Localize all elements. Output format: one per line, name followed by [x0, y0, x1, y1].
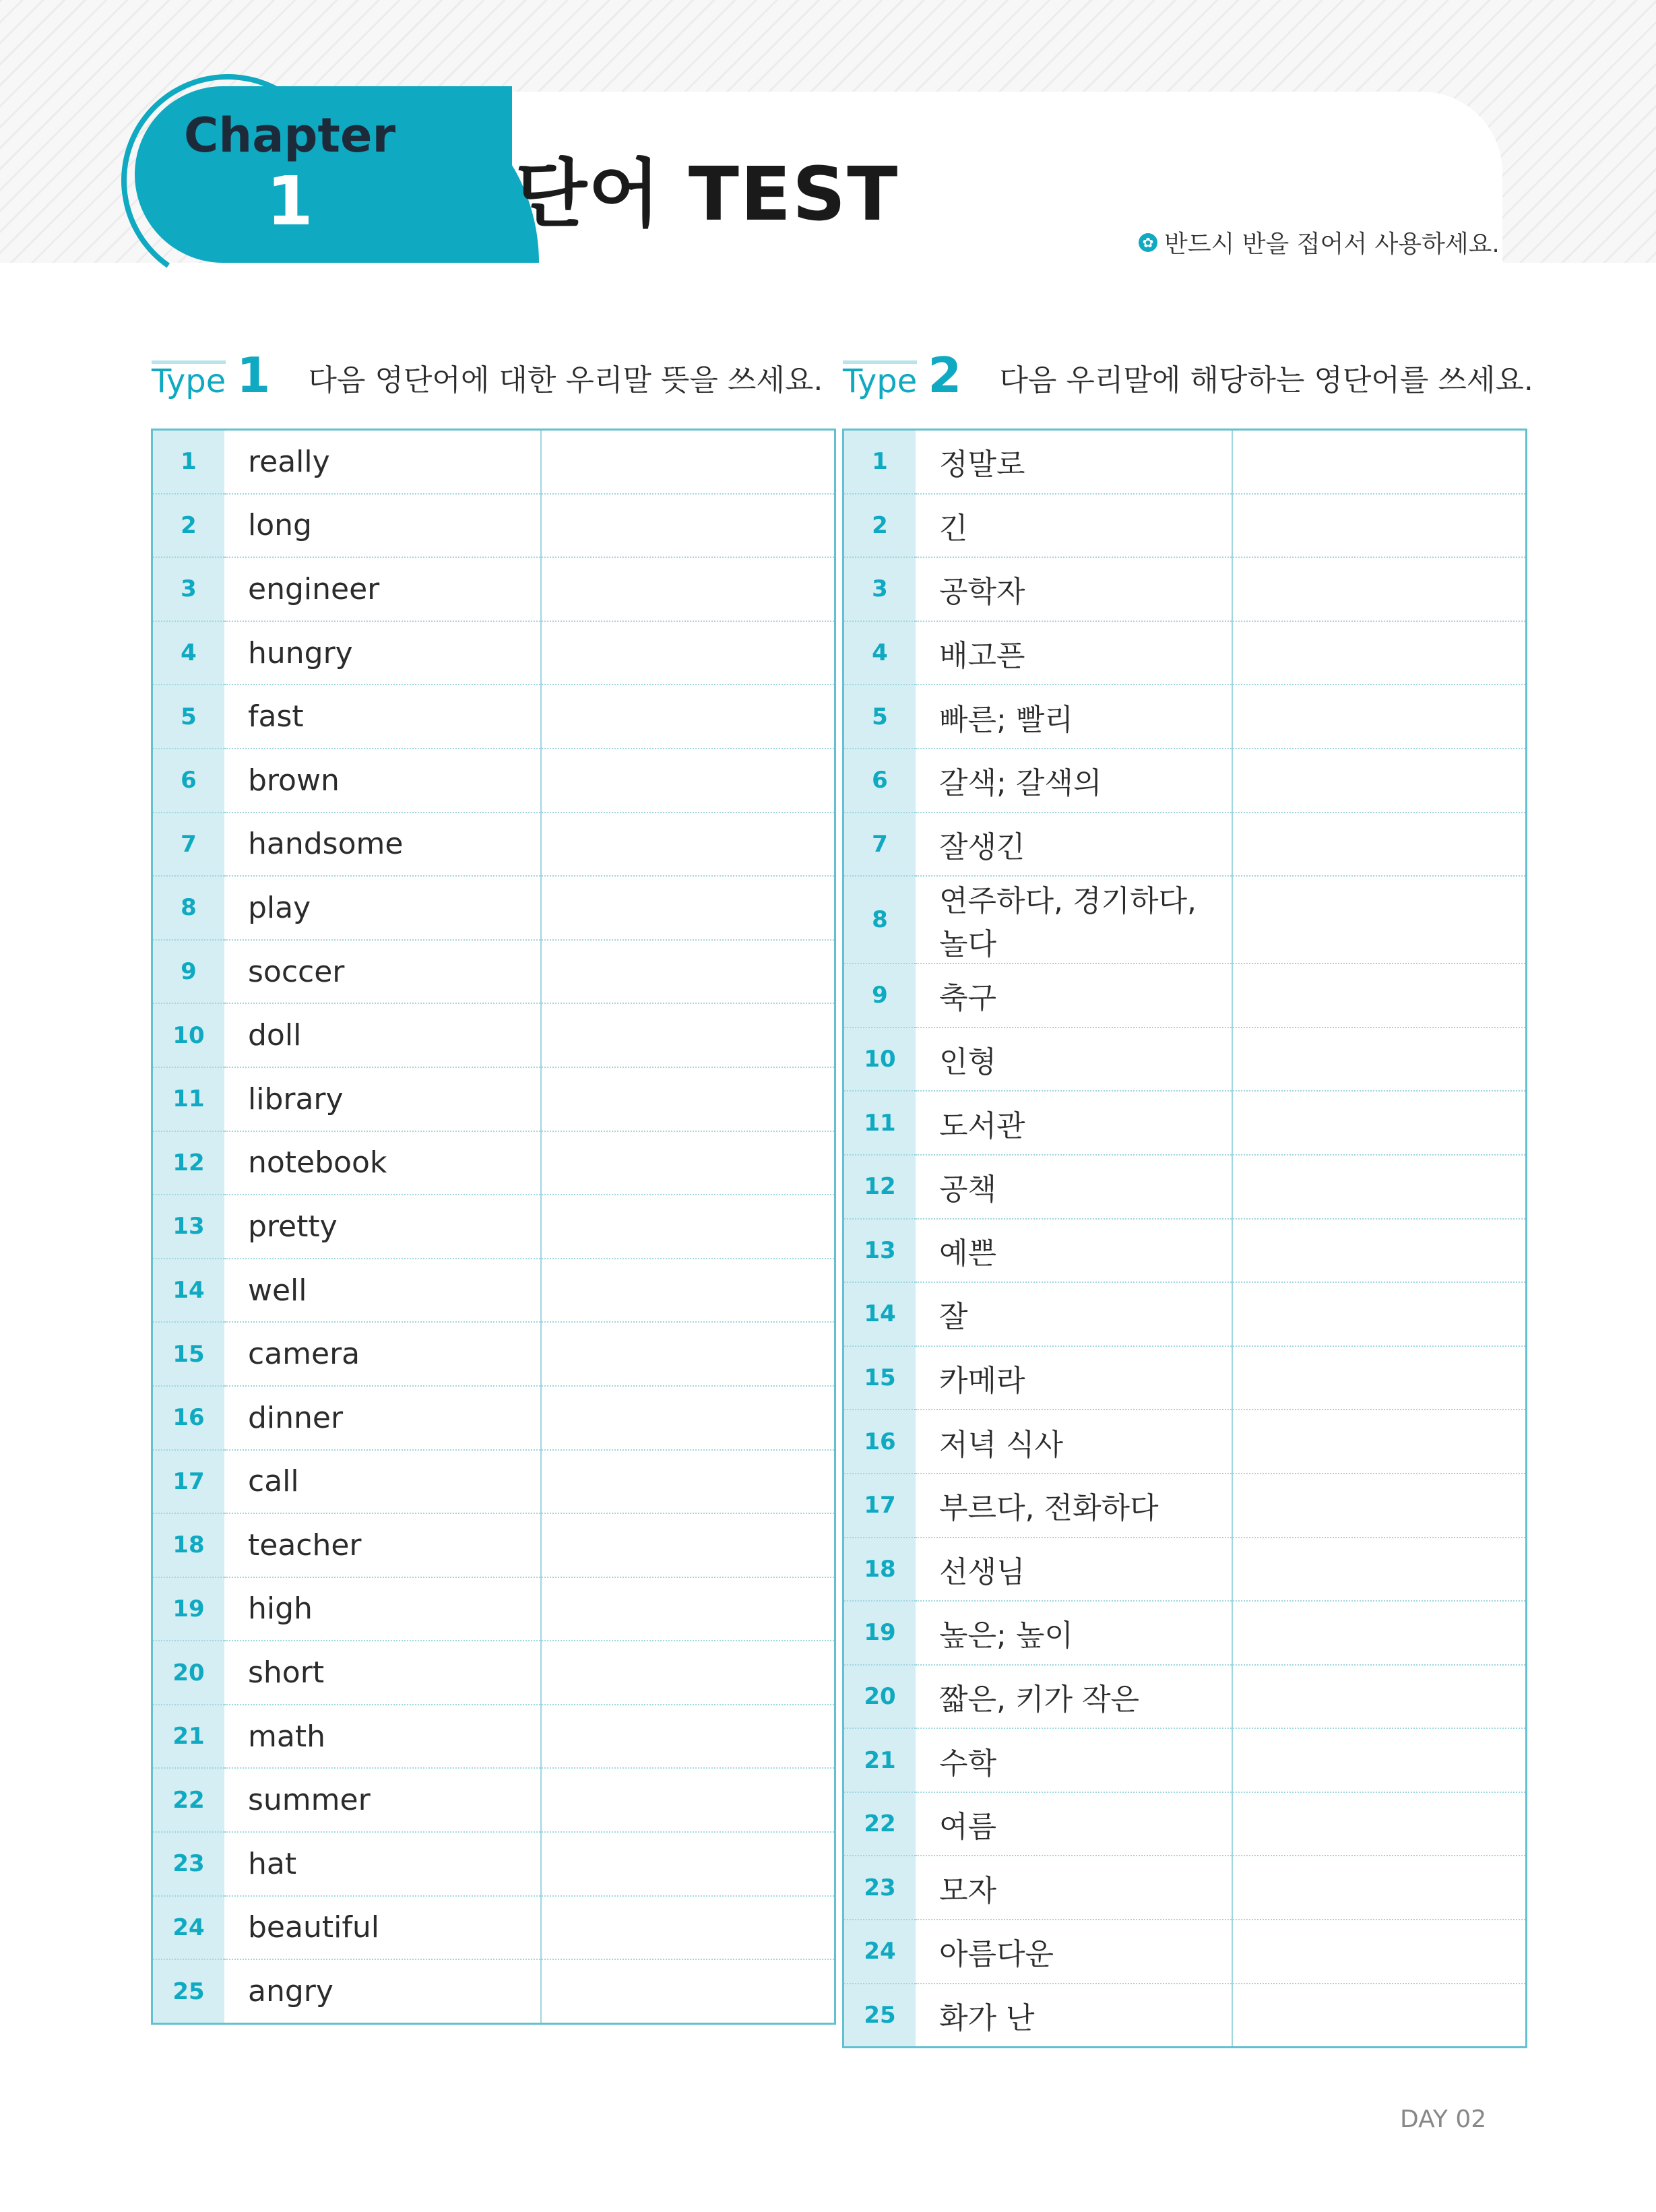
- word-cell: well: [224, 1259, 541, 1323]
- word-cell: summer: [224, 1768, 541, 1832]
- answer-blank[interactable]: [541, 876, 835, 940]
- word-cell: 도서관: [916, 1091, 1232, 1155]
- answer-blank[interactable]: [541, 813, 835, 877]
- row-number: 5: [843, 685, 916, 749]
- row-number: 13: [152, 1195, 225, 1259]
- row-number: 1: [152, 430, 225, 494]
- table-row: [843, 1282, 1527, 1346]
- type1-label: Type: [152, 360, 226, 398]
- table-row: [152, 1896, 835, 1960]
- fold-notice: [1139, 225, 1500, 259]
- type2-instruction: 다음 우리말에 해당하는 영단어를 쓰세요.: [999, 363, 1533, 398]
- table-row: [843, 1792, 1527, 1856]
- word-cell: 선생님: [916, 1538, 1232, 1602]
- word-cell: 수학: [916, 1728, 1232, 1792]
- table-row: [152, 1386, 835, 1450]
- answer-blank[interactable]: [1232, 1984, 1527, 2048]
- word-cell: 공학자: [916, 557, 1232, 621]
- answer-blank[interactable]: [541, 1896, 835, 1960]
- row-number: 15: [152, 1322, 225, 1386]
- answer-blank[interactable]: [1232, 1282, 1527, 1346]
- word-cell: high: [224, 1577, 541, 1641]
- row-number: 23: [152, 1832, 225, 1896]
- word-cell: handsome: [224, 813, 541, 877]
- answer-blank[interactable]: [541, 1131, 835, 1195]
- table-row: [843, 1601, 1527, 1665]
- answer-blank[interactable]: [541, 430, 835, 494]
- word-cell: play: [224, 876, 541, 940]
- row-number: 10: [152, 1003, 225, 1067]
- word-cell: 예쁜: [916, 1219, 1232, 1283]
- type1-word-table: [151, 429, 836, 2025]
- table-row: [843, 685, 1527, 749]
- answer-blank[interactable]: [541, 749, 835, 813]
- word-cell: 빠른; 빨리: [916, 685, 1232, 749]
- row-number: 3: [152, 557, 225, 621]
- table-row: [152, 1259, 835, 1323]
- word-cell: 부르다, 전화하다: [916, 1474, 1232, 1538]
- table-row: [152, 940, 835, 1004]
- answer-blank[interactable]: [541, 1386, 835, 1450]
- row-number: 17: [843, 1474, 916, 1538]
- word-cell: 인형: [916, 1028, 1232, 1092]
- answer-blank[interactable]: [541, 1513, 835, 1577]
- row-number: 11: [152, 1067, 225, 1131]
- answer-blank[interactable]: [1232, 813, 1527, 877]
- table-row: [152, 557, 835, 621]
- row-number: 19: [152, 1577, 225, 1641]
- table-row: [152, 1322, 835, 1386]
- word-cell: 잘생긴: [916, 813, 1232, 877]
- answer-blank[interactable]: [541, 1768, 835, 1832]
- table-row: [152, 876, 835, 940]
- answer-blank[interactable]: [1232, 1920, 1527, 1984]
- type1-number: 1: [236, 347, 271, 404]
- row-number: 17: [152, 1450, 225, 1514]
- answer-blank[interactable]: [541, 940, 835, 1004]
- row-number: 2: [843, 494, 916, 558]
- row-number: 6: [152, 749, 225, 813]
- answer-blank[interactable]: [1232, 1728, 1527, 1792]
- table-row: [152, 813, 835, 877]
- row-number: 8: [843, 876, 916, 963]
- table-row: [152, 685, 835, 749]
- answer-blank[interactable]: [541, 621, 835, 685]
- word-cell: long: [224, 494, 541, 558]
- row-number: 4: [152, 621, 225, 685]
- type2-label: Type: [843, 360, 917, 398]
- row-number: 13: [843, 1219, 916, 1283]
- day-label: DAY 02: [1400, 2106, 1487, 2133]
- table-row: [843, 494, 1527, 558]
- page-title: 단어 TEST: [515, 151, 899, 237]
- word-cell: short: [224, 1641, 541, 1705]
- answer-blank[interactable]: [1232, 1091, 1527, 1155]
- row-number: 21: [843, 1728, 916, 1792]
- answer-blank[interactable]: [541, 1195, 835, 1259]
- answer-blank[interactable]: [1232, 1601, 1527, 1665]
- type2-number: 2: [928, 347, 962, 404]
- answer-blank[interactable]: [1232, 494, 1527, 558]
- answer-blank[interactable]: [1232, 1665, 1527, 1729]
- row-number: 18: [152, 1513, 225, 1577]
- row-number: 6: [843, 749, 916, 813]
- word-cell: 축구: [916, 963, 1232, 1028]
- word-cell: pretty: [224, 1195, 541, 1259]
- word-cell: hat: [224, 1832, 541, 1896]
- table-row: [843, 1538, 1527, 1602]
- word-cell: math: [224, 1705, 541, 1769]
- table-row: [843, 1410, 1527, 1474]
- table-row: [843, 963, 1527, 1028]
- table-row: [152, 1641, 835, 1705]
- row-number: 15: [843, 1346, 916, 1410]
- answer-blank[interactable]: [1232, 1155, 1527, 1219]
- word-cell: angry: [224, 1959, 541, 2023]
- word-cell: dinner: [224, 1386, 541, 1450]
- answer-blank[interactable]: [1232, 1410, 1527, 1474]
- table-row: [152, 494, 835, 558]
- answer-blank[interactable]: [1232, 1538, 1527, 1602]
- table-row: [843, 1984, 1527, 2048]
- answer-blank[interactable]: [1232, 1028, 1527, 1092]
- word-cell: 높은; 높이: [916, 1601, 1232, 1665]
- word-cell: 정말로: [916, 430, 1232, 494]
- row-number: 9: [152, 940, 225, 1004]
- table-row: [152, 1832, 835, 1896]
- answer-blank[interactable]: [541, 1003, 835, 1067]
- word-cell: hungry: [224, 621, 541, 685]
- table-row: [843, 749, 1527, 813]
- table-row: [843, 1856, 1527, 1920]
- word-cell: fast: [224, 685, 541, 749]
- row-number: 4: [843, 621, 916, 685]
- row-number: 10: [843, 1028, 916, 1092]
- word-cell: 모자: [916, 1856, 1232, 1920]
- table-row: [843, 1474, 1527, 1538]
- word-cell: 잘: [916, 1282, 1232, 1346]
- table-row: [843, 1028, 1527, 1092]
- word-cell: 저녁 식사: [916, 1410, 1232, 1474]
- table-row: [843, 1091, 1527, 1155]
- word-cell: notebook: [224, 1131, 541, 1195]
- word-cell: call: [224, 1450, 541, 1514]
- row-number: 20: [843, 1665, 916, 1729]
- table-row: [843, 876, 1527, 963]
- word-cell: 아름다운: [916, 1920, 1232, 1984]
- answer-blank[interactable]: [1232, 1219, 1527, 1283]
- row-number: 7: [843, 813, 916, 877]
- row-number: 5: [152, 685, 225, 749]
- chapter-number: 1: [266, 162, 313, 241]
- word-cell: camera: [224, 1322, 541, 1386]
- answer-blank[interactable]: [1232, 685, 1527, 749]
- answer-blank[interactable]: [541, 1259, 835, 1323]
- row-number: 16: [152, 1386, 225, 1450]
- chapter-label: Chapter: [183, 108, 395, 163]
- row-number: 12: [843, 1155, 916, 1219]
- answer-blank[interactable]: [541, 685, 835, 749]
- answer-blank[interactable]: [1232, 1856, 1527, 1920]
- word-cell: library: [224, 1067, 541, 1131]
- word-cell: 여름: [916, 1792, 1232, 1856]
- row-number: 22: [843, 1792, 916, 1856]
- answer-blank[interactable]: [1232, 963, 1527, 1028]
- row-number: 25: [152, 1959, 225, 2023]
- table-row: [152, 749, 835, 813]
- row-number: 11: [843, 1091, 916, 1155]
- word-cell: brown: [224, 749, 541, 813]
- row-number: 24: [152, 1896, 225, 1960]
- row-number: 23: [843, 1856, 916, 1920]
- word-cell: 갈색; 갈색의: [916, 749, 1232, 813]
- answer-blank[interactable]: [1232, 749, 1527, 813]
- word-cell: 화가 난: [916, 1984, 1232, 2048]
- type2-heading: [843, 347, 1533, 404]
- table-row: [843, 1920, 1527, 1984]
- answer-blank[interactable]: [1232, 1346, 1527, 1410]
- table-row: [152, 1513, 835, 1577]
- table-row: [843, 557, 1527, 621]
- table-row: [843, 1346, 1527, 1410]
- table-row: [152, 1577, 835, 1641]
- table-row: [843, 1728, 1527, 1792]
- table-row: [152, 430, 835, 494]
- answer-blank[interactable]: [541, 1577, 835, 1641]
- row-number: 14: [843, 1282, 916, 1346]
- table-row: [152, 1705, 835, 1769]
- word-cell: 카메라: [916, 1346, 1232, 1410]
- word-cell: 연주하다, 경기하다, 놀다: [916, 876, 1232, 963]
- answer-blank[interactable]: [541, 1067, 835, 1131]
- table-row: [152, 1959, 835, 2023]
- row-number: 16: [843, 1410, 916, 1474]
- answer-blank[interactable]: [1232, 557, 1527, 621]
- type2-word-table: [842, 429, 1527, 2048]
- row-number: 7: [152, 813, 225, 877]
- table-row: [152, 621, 835, 685]
- word-cell: 긴: [916, 494, 1232, 558]
- row-number: 9: [843, 963, 916, 1028]
- table-row: [843, 1155, 1527, 1219]
- row-number: 22: [152, 1768, 225, 1832]
- word-cell: soccer: [224, 940, 541, 1004]
- row-number: 8: [152, 876, 225, 940]
- word-cell: really: [224, 430, 541, 494]
- answer-blank[interactable]: [541, 1322, 835, 1386]
- row-number: 24: [843, 1920, 916, 1984]
- row-number: 25: [843, 1984, 916, 2048]
- type1-heading: [152, 347, 823, 404]
- word-cell: teacher: [224, 1513, 541, 1577]
- fold-notice-text: 반드시 반을 접어서 사용하세요.: [1164, 230, 1500, 258]
- table-row: [152, 1131, 835, 1195]
- table-row: [843, 430, 1527, 494]
- table-row: [152, 1067, 835, 1131]
- row-number: 14: [152, 1259, 225, 1323]
- answer-blank[interactable]: [1232, 1792, 1527, 1856]
- answer-blank[interactable]: [541, 1705, 835, 1769]
- answer-blank[interactable]: [541, 557, 835, 621]
- word-cell: 공책: [916, 1155, 1232, 1219]
- table-row: [152, 1195, 835, 1259]
- row-number: 19: [843, 1601, 916, 1665]
- row-number: 20: [152, 1641, 225, 1705]
- answer-blank[interactable]: [541, 494, 835, 558]
- word-cell: engineer: [224, 557, 541, 621]
- answer-blank[interactable]: [541, 1641, 835, 1705]
- table-row: [843, 813, 1527, 877]
- word-cell: beautiful: [224, 1896, 541, 1960]
- table-row: [152, 1003, 835, 1067]
- word-cell: doll: [224, 1003, 541, 1067]
- star-icon: ✿: [1139, 233, 1157, 252]
- answer-blank[interactable]: [1232, 876, 1527, 963]
- table-row: [843, 1665, 1527, 1729]
- row-number: 21: [152, 1705, 225, 1769]
- row-number: 12: [152, 1131, 225, 1195]
- table-row: [843, 1219, 1527, 1283]
- row-number: 18: [843, 1538, 916, 1602]
- word-cell: 짧은, 키가 작은: [916, 1665, 1232, 1729]
- table-row: [152, 1450, 835, 1514]
- row-number: 3: [843, 557, 916, 621]
- answer-blank[interactable]: [541, 1450, 835, 1514]
- type1-instruction: 다음 영단어에 대한 우리말 뜻을 쓰세요.: [308, 363, 823, 398]
- answer-blank[interactable]: [1232, 621, 1527, 685]
- answer-blank[interactable]: [1232, 430, 1527, 494]
- table-row: [843, 621, 1527, 685]
- answer-blank[interactable]: [541, 1832, 835, 1896]
- row-number: 1: [843, 430, 916, 494]
- word-cell: 배고픈: [916, 621, 1232, 685]
- table-row: [152, 1768, 835, 1832]
- row-number: 2: [152, 494, 225, 558]
- answer-blank[interactable]: [1232, 1474, 1527, 1538]
- answer-blank[interactable]: [541, 1959, 835, 2023]
